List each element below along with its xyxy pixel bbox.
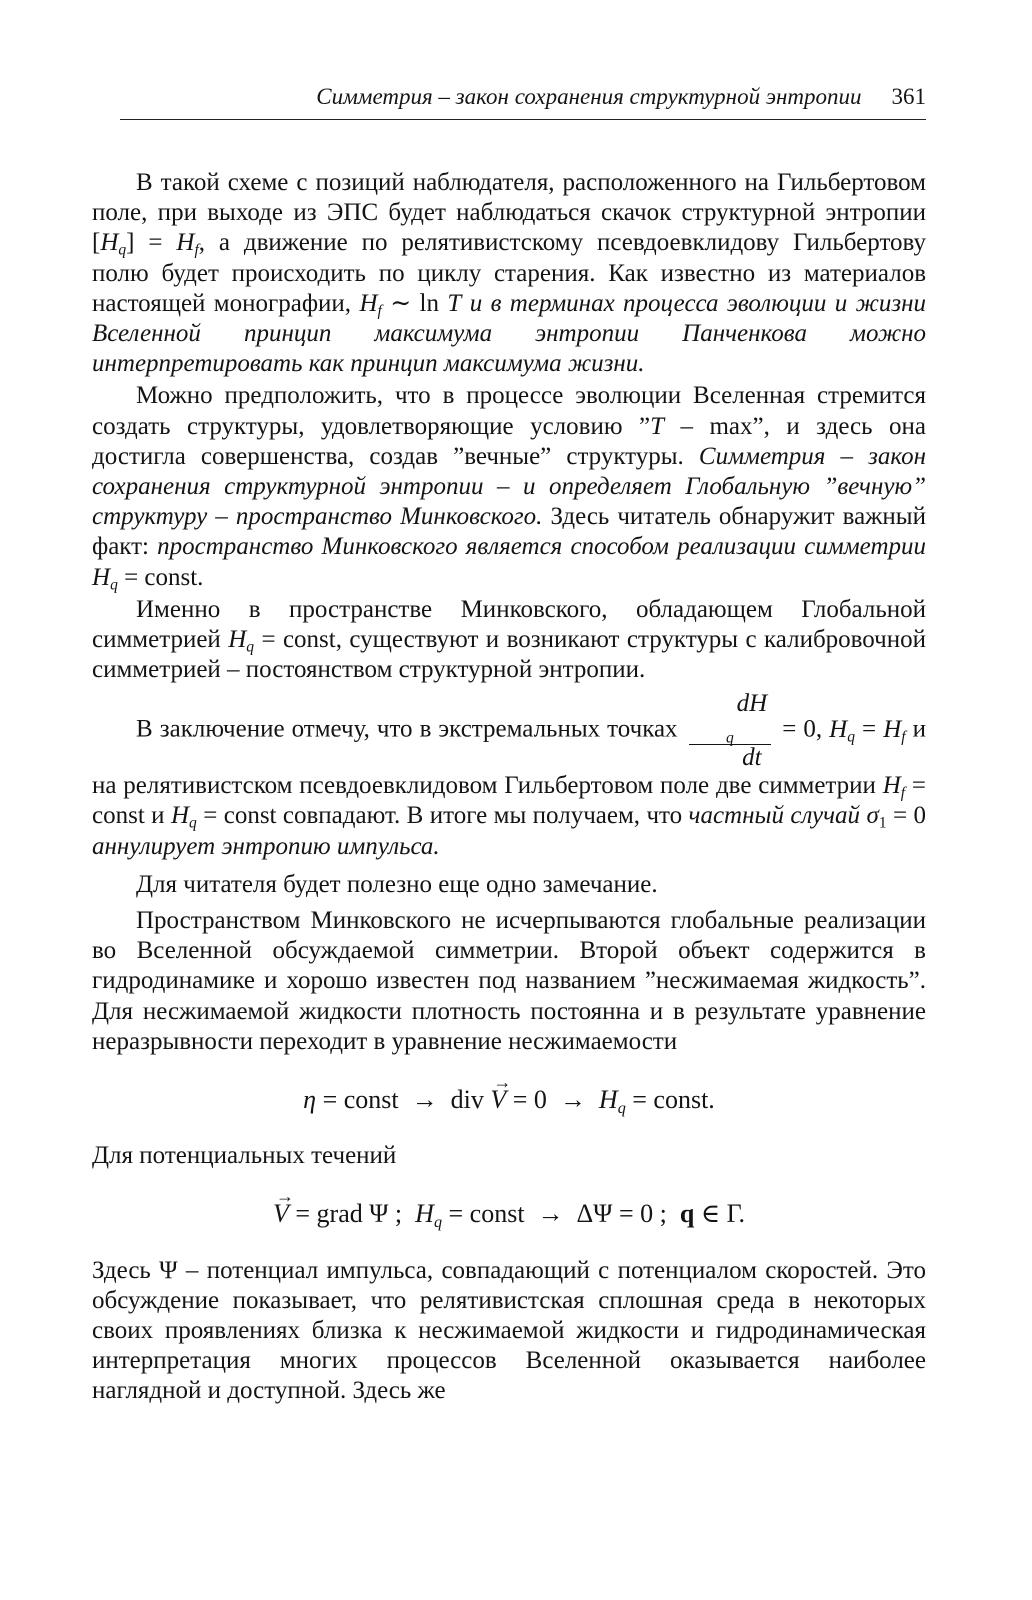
- eq1-Hq: $H_q$: [598, 1085, 626, 1117]
- p1-text-4: ∼ ln: [381, 289, 448, 317]
- eq1-eta: η: [303, 1085, 317, 1115]
- equation-potential-flow: [92, 1199, 926, 1232]
- paragraph-5: Для читателя будет полезно еще одно замечание.: [136, 870, 658, 898]
- p1-italic: и в терминах процесса эволюции и жизни Вселенной принцип максимума энтропии Панченкова можно интерпретировать как принцип максимума жизни.: [92, 289, 927, 378]
- p2-italic-1: Симметрия – закон сохранения структурной энтропии – и определяет Глобальную ”вечную” структуру – пространство Минковского.: [92, 442, 926, 531]
- p3-text-2: = const, существуют и возникают структуры с калибровочной симметрией – постоянством структурной энтропии.: [92, 626, 926, 684]
- p2-text-1: Можно предположить, что в процессе эволюции Вселенная стремится создать структуры, удовлетворяющие условию ”: [92, 382, 926, 440]
- eq2-text-1: = grad Ψ ;: [288, 1199, 416, 1229]
- paragraph-2: [92, 381, 926, 592]
- math-Hf-2: $H_f$: [359, 289, 382, 320]
- p1-text-2: ] =: [126, 229, 177, 257]
- p4-italic-2: аннулирует энтропию импульса.: [92, 832, 440, 860]
- paragraph-7: Для потенциальных течений: [92, 1142, 397, 1170]
- eq2-text-3: ∈ Γ.: [694, 1199, 745, 1229]
- running-title: Симметрия – закон сохранения структурной энтропии: [316, 84, 862, 109]
- eq1-text-3: = const.: [625, 1085, 715, 1115]
- paragraph-3: [92, 595, 926, 686]
- eq2-Hq: $H_q$: [415, 1199, 443, 1232]
- math-Hf-4: $H_f$: [882, 772, 906, 802]
- math-T: T: [447, 289, 462, 317]
- p3-text-1: Именно в пространстве Минковского, обладающем Глобальной симметрией: [92, 595, 926, 654]
- p4-text-7: = 0: [886, 802, 926, 830]
- math-Hq-3: $H_q$: [228, 626, 255, 656]
- eq2-text-2: = const → ΔΨ = 0 ;: [442, 1199, 680, 1229]
- eq2-bold-q: q: [679, 1199, 695, 1229]
- math-Hq-4: $H_q$: [829, 716, 855, 746]
- p2-text-2: – max”, и здесь она достигла совершенства, создав ”вечные” структуры.: [92, 412, 926, 470]
- equation-incompressibility: [92, 1085, 926, 1115]
- math-Hq-2: $H_q$: [92, 563, 118, 594]
- vector-V-2: → V: [273, 1199, 289, 1229]
- p2-text-4: = const.: [117, 563, 204, 591]
- p1-text-3: , а движение по релятивистскому псевдоевклидову Гильбертову полю будет происходить по циклу старения. Как известно из материалов настоящей монографии,: [92, 229, 926, 317]
- page-number: 361: [891, 84, 926, 109]
- p4-text-6: = const совпадают. В итоге мы получаем, что: [196, 802, 689, 830]
- p4-text-1: В заключение отмечу, что в экстремальных точках: [136, 716, 685, 744]
- p4-text-3: =: [854, 716, 884, 744]
- p2-italic-2: пространство Минковского является способом реализации симметрии: [157, 533, 926, 561]
- math-Hf-3: $H_f$: [883, 716, 906, 746]
- vector-V: → V: [490, 1085, 506, 1115]
- book-page: [92, 82, 926, 1407]
- p4-italic-1: частный случай: [688, 802, 861, 830]
- paragraph-1: [92, 168, 926, 379]
- p4-text-2: = 0,: [775, 716, 830, 744]
- math-Hf: $H_f$: [176, 229, 199, 260]
- math-Hq: $H_q$: [100, 229, 127, 260]
- p1-text-1: В такой схеме с позиций наблюдателя, расположенного на Гильбертовом поле, при выходе из ЭПС будет наблюдаться скачок структурной энтропии [: [92, 169, 926, 257]
- math-Hq-5: $H_q$: [170, 802, 197, 833]
- eq1-text-1: = const → div: [316, 1085, 491, 1115]
- p2-text-3: Здесь читатель обнаружит важный факт:: [92, 503, 926, 561]
- paragraph-6: Пространством Минковского не исчерпываются глобальные реализации во Вселенной обсуждаемой симметрии. Второй объект содержится в гидродинамике и хорошо известен под названием ”несжимаемая жидкость”. Для несжимаемой жидкости плотность постоянна и в результате уравнение неразрывности переходит в уравнение несжимаемости: [92, 907, 926, 1055]
- paragraph-4: [92, 691, 926, 861]
- p4-text-5: = const и: [92, 772, 926, 830]
- paragraph-8: Здесь Ψ – потенциал импульса, совпадающий с потенциалом скоростей. Это обсуждение показывает, что релятивистская сплошная среда в некоторых своих проявлениях близка к несжимаемой жидкости и гидродинамическая интерпретация многих процессов Вселенной оказывается наиболее наглядной и доступной. Здесь же: [92, 1256, 926, 1405]
- fraction-dHq-dt: dH $_q$ dt: [689, 691, 772, 771]
- running-header: [120, 82, 926, 120]
- math-T-2: T: [650, 412, 664, 440]
- eq1-text-2: = 0 →: [506, 1085, 599, 1115]
- math-sigma1: $\sigma_1$: [866, 802, 887, 833]
- p4-text-4: и на релятивистском псевдоевклидовом Гильбертовом поле две симметрии: [92, 716, 926, 800]
